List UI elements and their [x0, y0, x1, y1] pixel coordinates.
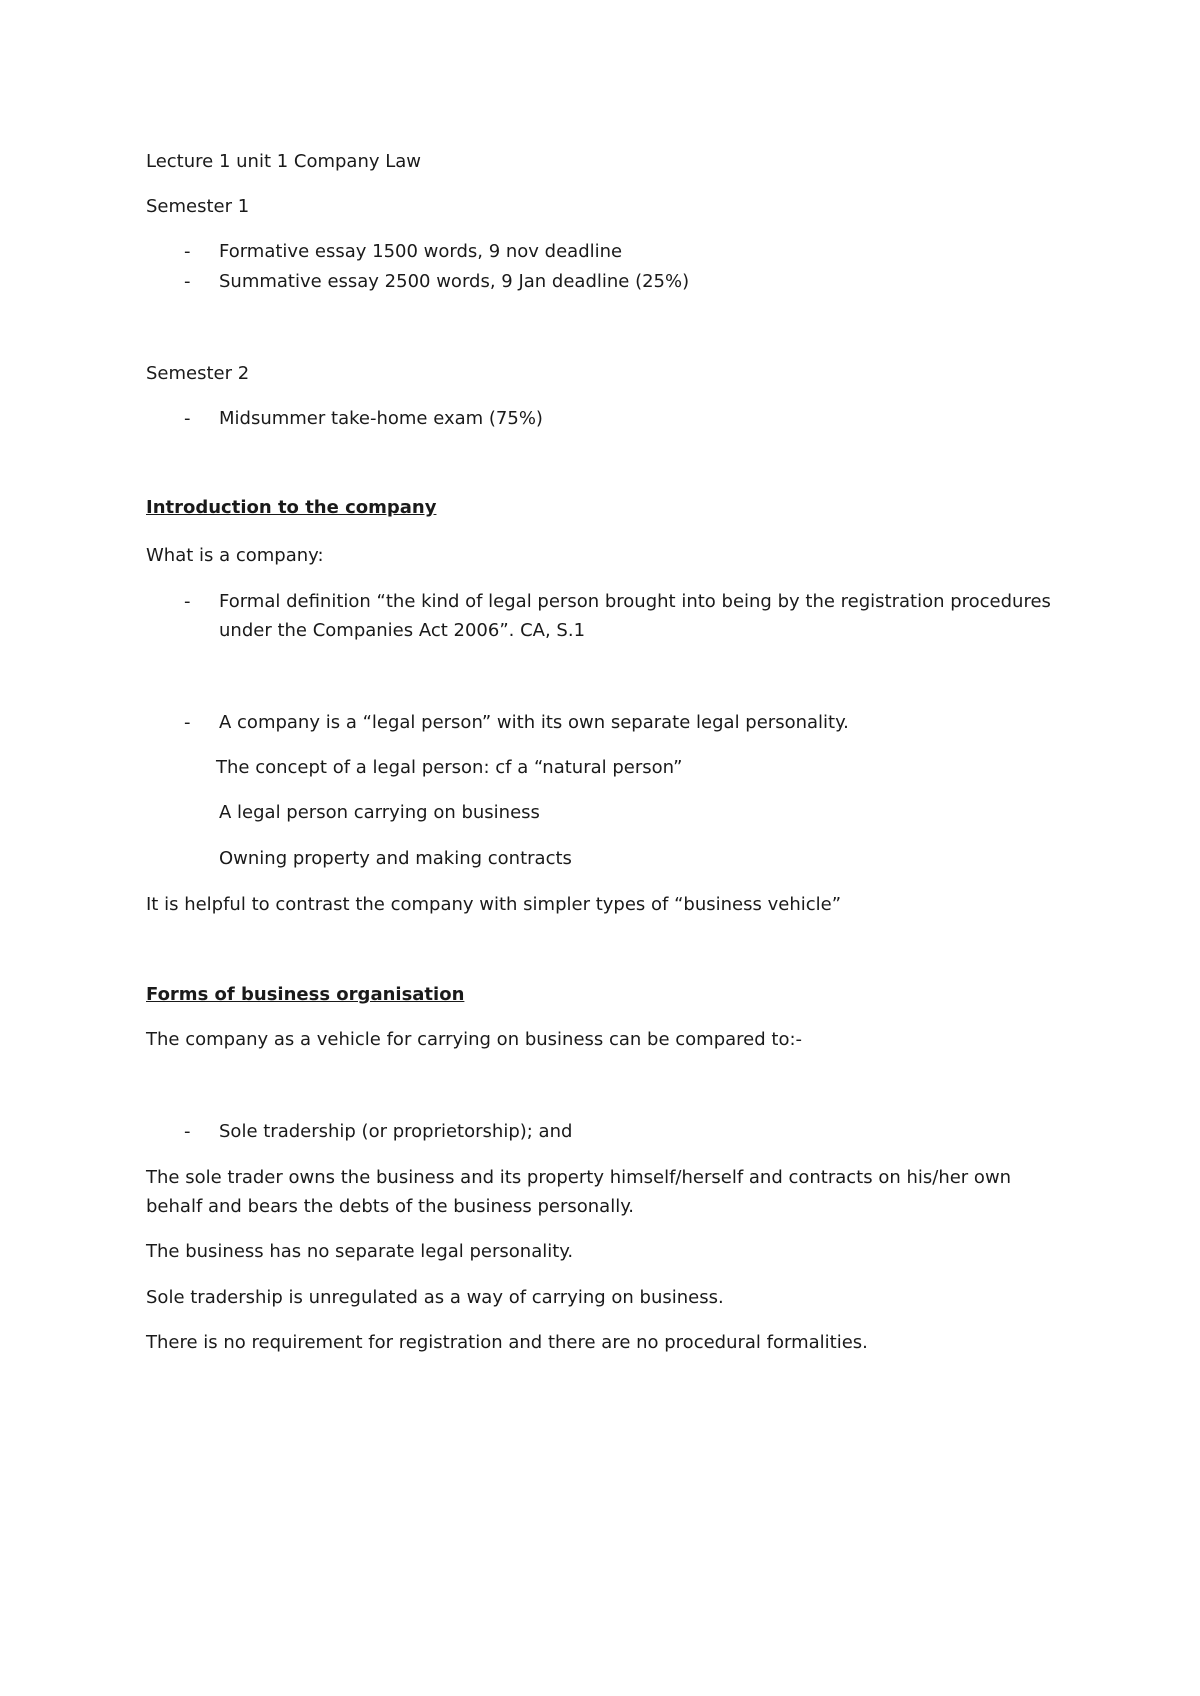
- formal-definition-continued: under the Companies Act 2006”. CA, S.1: [219, 620, 586, 641]
- legal-person-carrying-business: A legal person carrying on business: [219, 802, 540, 823]
- heading-introduction: Introduction to the company: [146, 497, 437, 518]
- bullet-dash: -: [184, 1121, 191, 1142]
- bullet-midsummer-exam: Midsummer take-home exam (75%): [219, 408, 543, 429]
- compared-statement: The company as a vehicle for carrying on business can be compared to:-: [146, 1029, 803, 1050]
- bullet-dash: -: [184, 271, 191, 292]
- no-registration-requirement: There is no requirement for registration and there are no procedural formalities.: [146, 1332, 868, 1353]
- sole-trader-owns-line2: behalf and bears the debts of the business personally.: [146, 1196, 635, 1217]
- contrast-statement: It is helpful to contrast the company with simpler types of “business vehicle”: [146, 894, 842, 915]
- bullet-dash: -: [184, 591, 191, 612]
- semester-2-label: Semester 2: [146, 363, 250, 384]
- bullet-legal-person: A company is a “legal person” with its own separate legal personality.: [219, 712, 849, 733]
- bullet-dash: -: [184, 408, 191, 429]
- owning-property-contracts: Owning property and making contracts: [219, 848, 572, 869]
- question-what-is-company: What is a company:: [146, 545, 324, 566]
- bullet-dash: -: [184, 241, 191, 262]
- heading-forms-of-business: Forms of business organisation: [146, 984, 465, 1005]
- no-separate-personality: The business has no separate legal personality.: [146, 1241, 574, 1262]
- semester-1-label: Semester 1: [146, 196, 250, 217]
- bullet-dash: -: [184, 712, 191, 733]
- sole-trader-owns-line1: The sole trader owns the business and its property himself/herself and contracts on his/her own: [146, 1167, 1012, 1188]
- sole-tradership-unregulated: Sole tradership is unregulated as a way of carrying on business.: [146, 1287, 724, 1308]
- bullet-sole-tradership: Sole tradership (or proprietorship); and: [219, 1121, 573, 1142]
- document-title: Lecture 1 unit 1 Company Law: [146, 151, 422, 172]
- bullet-formal-definition: Formal definition “the kind of legal person brought into being by the registration procedures: [219, 591, 1051, 612]
- concept-legal-person: The concept of a legal person: cf a “natural person”: [216, 757, 683, 778]
- bullet-formative-essay: Formative essay 1500 words, 9 nov deadline: [219, 241, 623, 262]
- bullet-summative-essay: Summative essay 2500 words, 9 Jan deadline (25%): [219, 271, 690, 292]
